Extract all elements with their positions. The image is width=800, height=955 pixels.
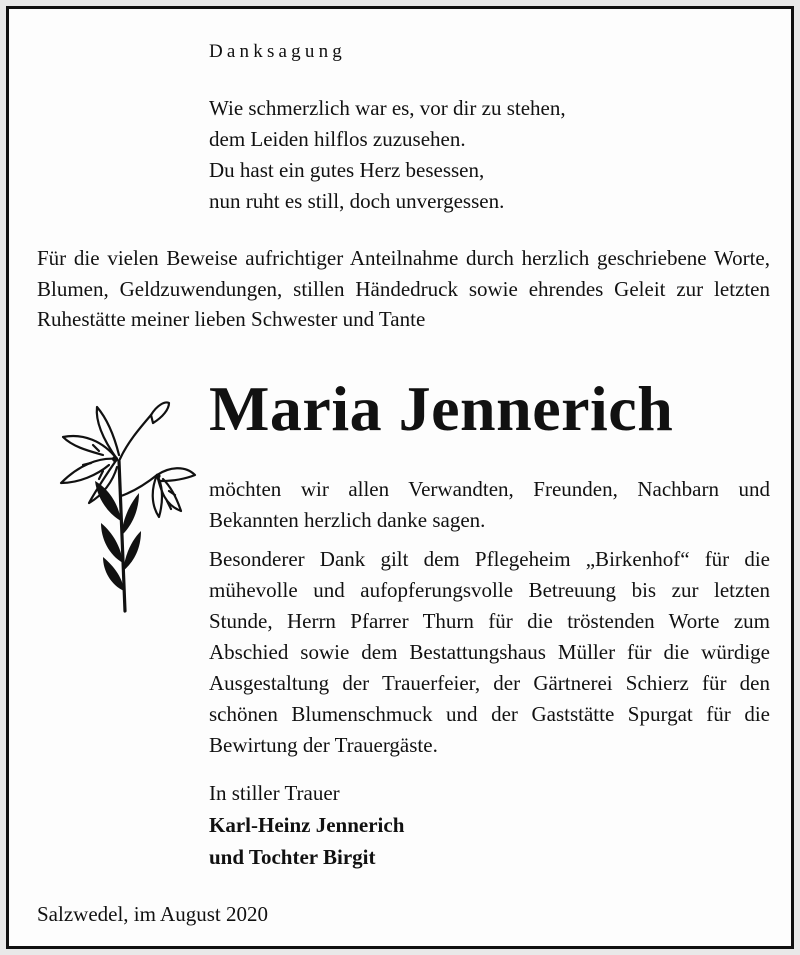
poem-line: dem Leiden hilflos zuzusehen. <box>209 127 466 151</box>
notice-heading: Danksagung <box>209 41 346 62</box>
signature-family: und Tochter Birgit <box>209 845 376 869</box>
intro-paragraph: Für die vielen Beweise aufrichtiger Anteilnahme durch herzlich geschriebene Worte, Blumen, Geldzuwendungen, stillen Händedruck sowie ehrendes Geleit zur letzten Ruhestätte meiner lieben Schwester und Tante <box>37 246 770 331</box>
signature-name: Karl-Heinz Jennerich <box>209 813 405 837</box>
signature-intro: In stiller Trauer <box>209 781 340 805</box>
obituary-notice <box>6 6 794 949</box>
special-thanks-paragraph: Besonderer Dank gilt dem Pflegeheim „Birkenhof“ für die mühevolle und aufopferungsvolle Betreuung bis zur letzten Stunde, Herrn Pfarrer Thurn für die tröstenden Worte zum Abschied sowie dem Bestattungshaus Müller für die würdige Ausgestaltung der Trauerfeier, der Gärtnerei Schierz für den schönen Blumenschmuck und der Gaststätte Spurgat für die Bewirtung der Trauergäste. <box>209 547 770 757</box>
deceased-name: Maria Jennerich <box>209 373 674 444</box>
thanks-text <box>209 474 770 769</box>
place-date: Salzwedel, im August 2020 <box>37 902 268 926</box>
poem-line: Wie schmerzlich war es, vor dir zu stehen, <box>209 96 566 120</box>
poem-line: nun ruht es still, doch unvergessen. <box>209 189 505 213</box>
thanks-paragraph: möchten wir allen Verwandten, Freunden, Nachbarn und Bekannten herzlich danke sagen. <box>209 477 770 532</box>
poem-line: Du hast ein gutes Herz besessen, <box>209 158 485 182</box>
poem <box>209 93 566 217</box>
lily-flower-icon <box>39 401 199 616</box>
signature-block <box>209 777 404 873</box>
